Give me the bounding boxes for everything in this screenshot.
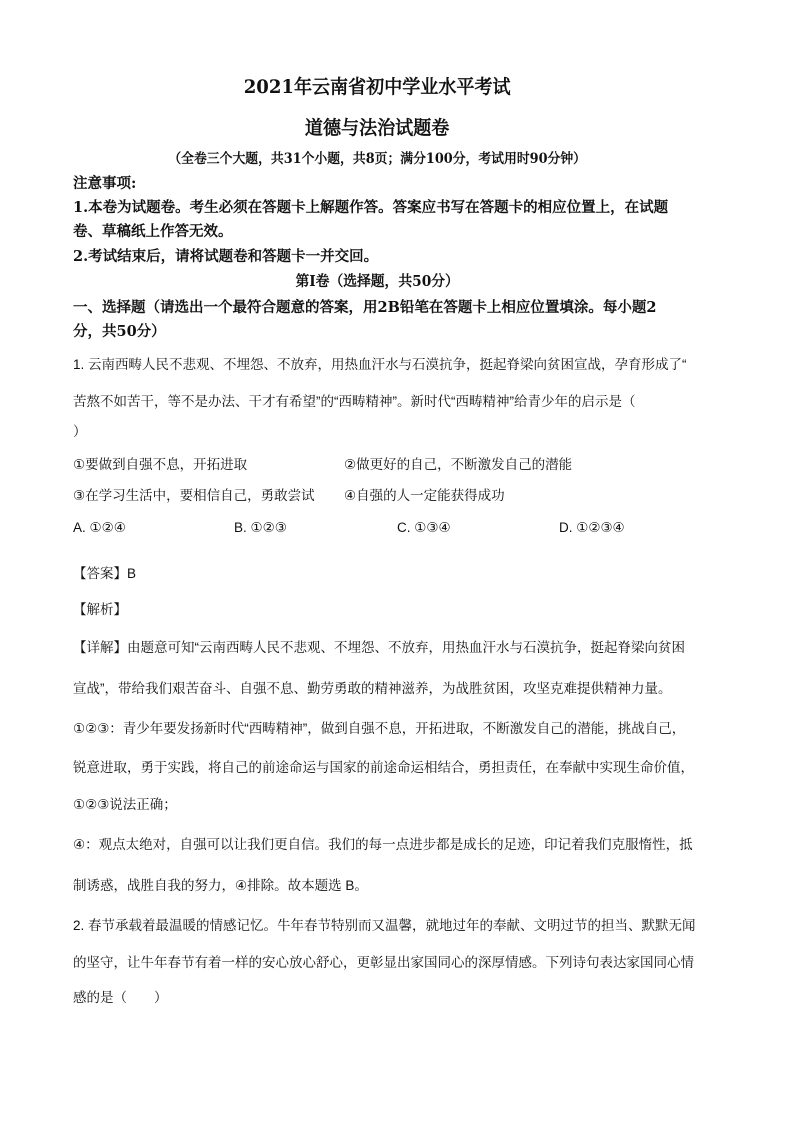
q1-statement-3: ③在学习生活中，要相信自己，勇敢尝试 (73, 488, 315, 503)
q1-analysis-label: 【解析】 (73, 602, 127, 617)
q1-option-c: C. ①③④ (397, 520, 451, 535)
q1-explain-4-line-2: 制诱惑，战胜自我的努力，④排除。故本题选 B。 (73, 878, 368, 893)
q1-explain-4-line-1: ④：观点太绝对，自强可以让我们更自信。我们的每一点进步都是成长的足迹，印记着我们克服惰性，抵 (73, 837, 693, 852)
part1-heading: 第Ⅰ卷（选择题，共50分） (295, 273, 459, 290)
q2-stem-line-3: 感的是（ ） (73, 990, 168, 1005)
q1-detail-line-2: 宣战”，带给我们艰苦奋斗、自强不息、勤劳勇敢的精神滋养，为战胜贫困，攻坚克难提供精神力量。 (73, 681, 672, 696)
note-item-1-line-1: 1.本卷为试题卷。考生必须在答题卡上解题作答。答案应书写在答题卡的相应位置上，在试题 (73, 199, 669, 216)
answer-label: 【答案】 (73, 566, 127, 581)
note-item-2: 2.考试结束后，请将试题卷和答题卡一并交回。 (73, 248, 379, 265)
section1-instructions-line-1: 一、选择题（请选出一个最符合题意的答案，用2B铅笔在答题卡上相应位置填涂。每小题2 (73, 299, 657, 316)
exam-subject-title: 道德与法治试题卷 (304, 117, 450, 139)
q1-explain-123-line-1: ①②③：青少年要发扬新时代“西畴精神”，做到自强不息，开拓进取，不断激发自己的潜能，挑战自己， (73, 721, 686, 736)
q1-statement-1: ①要做到自强不息，开拓进取 (73, 457, 248, 472)
q1-statement-4: ④自强的人一定能获得成功 (344, 488, 505, 503)
section1-instructions-line-2: 分，共50分） (73, 323, 166, 340)
q1-explain-123-line-2: 锐意进取，勇于实践，将自己的前途命运与国家的前途命运相结合，勇担责任，在奉献中实现生命价值， (73, 760, 694, 775)
answer-value: B (127, 566, 137, 581)
exam-title: 2021年云南省初中学业水平考试 (243, 76, 511, 98)
q2-stem-line-2: 的坚守，让牛年春节有着一样的安心放心舒心，更彰显出家国同心的深厚情感。下列诗句表达家国同心情 (73, 955, 694, 970)
q1-answer (73, 562, 136, 582)
q2-stem-line-1: 2. 春节承载着最温暖的情感记忆。牛年春节特别而又温馨，就地过年的奉献、文明过节的担当、默默无闻 (73, 918, 696, 933)
q1-stem-line-1: 1. 云南西畴人民不悲观、不埋怨、不放弃，用热血汗水与石漠抗争，挺起脊梁向贫困宣战，孕育形成了“ (73, 357, 687, 372)
q1-explain-123-line-3: ①②③说法正确； (73, 797, 177, 812)
q1-stem-line-3: ） (73, 424, 87, 439)
exam-subtitle: （全卷三个大题，共31个小题，共8页；满分100分，考试用时90分钟） (168, 151, 586, 167)
q1-option-b: B. ①②③ (234, 520, 287, 535)
q1-detail-line-1: 【详解】由题意可知“云南西畴人民不悲观、不埋怨、不放弃，用热血汗水与石漠抗争，挺起脊梁向贫困 (73, 640, 685, 655)
q1-stem-line-2: 苦熬不如苦干，等不是办法、干才有希望”的“西畴精神”。新时代“西畴精神”给青少年的启示是（ (73, 394, 636, 409)
note-item-1-line-2: 卷、草稿纸上作答无效。 (73, 223, 233, 240)
q1-option-a: A. ①②④ (73, 520, 126, 535)
q1-statement-2: ②做更好的自己，不断激发自己的潜能 (344, 457, 573, 472)
q1-option-d: D. ①②③④ (559, 520, 625, 535)
notes-heading: 注意事项: (73, 175, 137, 192)
